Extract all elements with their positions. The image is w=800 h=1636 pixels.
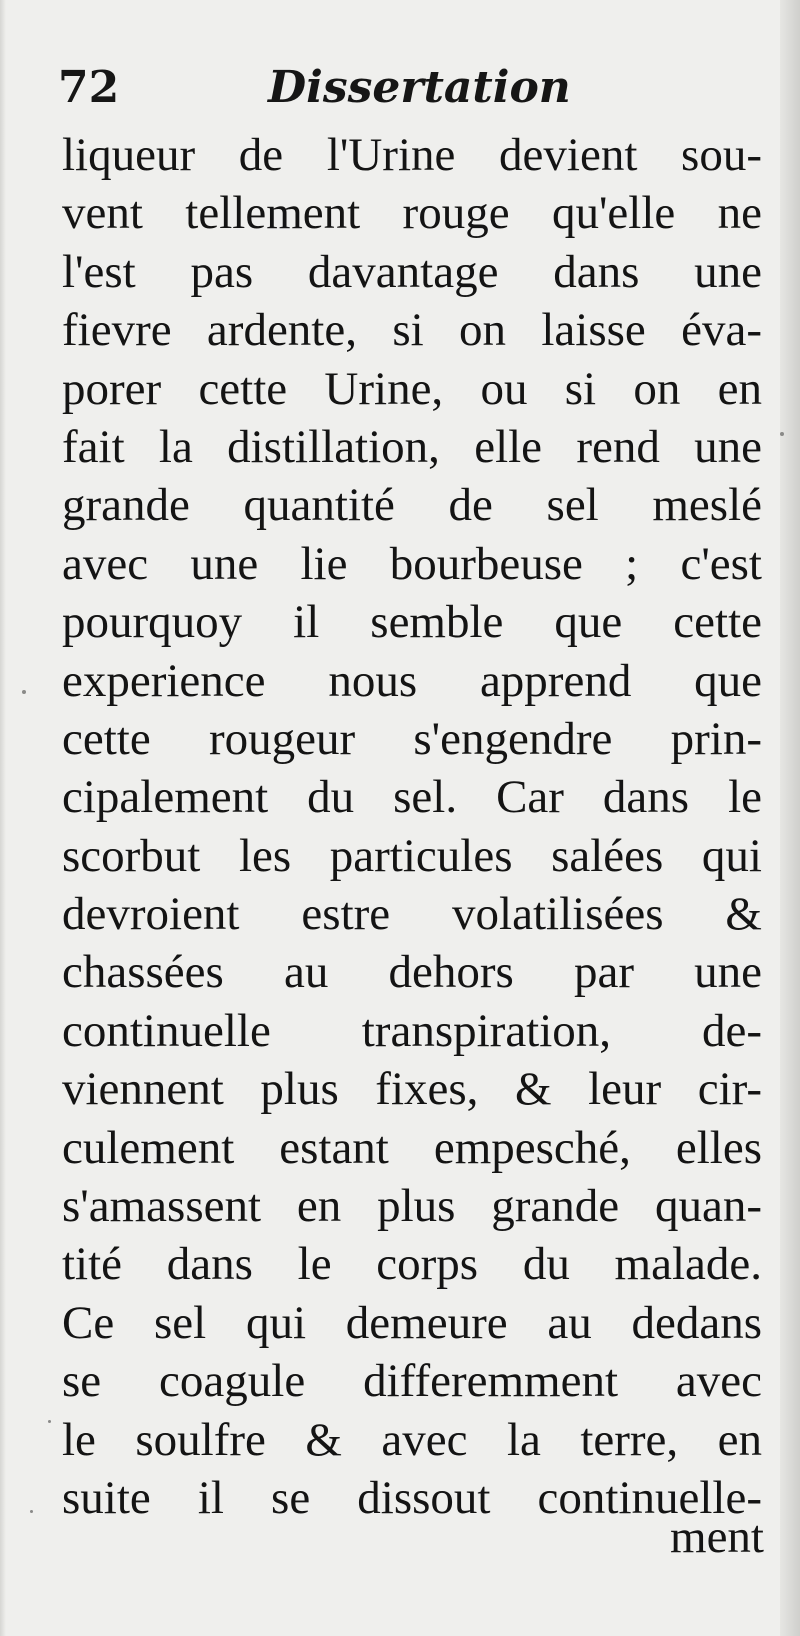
text-line: le soulfre & avec la terre, en [62,1413,762,1466]
text-line: se coagule differemment avec [62,1355,762,1408]
text-line: pourquoy il semble que cette [62,596,762,649]
running-title: Dissertation [268,62,571,113]
text-line: s'amassent en plus grande quan- [62,1180,762,1233]
text-line: devroient estre volatilisées & [62,888,762,941]
text-line: l'est pas davantage dans une [62,245,762,298]
text-line: Ce sel qui demeure au dedans [62,1296,762,1349]
page-header [58,62,618,122]
page-right-edge [780,0,800,1636]
text-line: cipalement du sel. Car dans le [62,771,762,824]
text-line: continuelle transpiration, de- [62,1004,762,1057]
text-line: scorbut les particules salées qui [62,829,762,882]
text-line: culement estant empesché, elles [62,1121,762,1174]
paper-speck [22,690,26,694]
text-line: viennent plus fixes, & leur cir- [62,1063,762,1116]
text-line: fait la distillation, elle rend une [62,420,762,473]
catchword: ment [670,1511,764,1563]
text-line: chassées au dehors par une [62,946,762,999]
text-line: liqueur de l'Urine devient sou- [62,129,762,181]
text-line: experience nous apprend que [62,654,762,707]
page-number: 72 [58,62,120,113]
body-text [62,126,762,1527]
paper-speck [48,1420,51,1423]
paper-speck [30,1510,33,1513]
text-line: avec une lie bourbeuse ; c'est [62,537,762,590]
text-line: porer cette Urine, ou si on en [62,362,762,415]
text-line: grande quantité de sel meslé [62,479,762,532]
page-left-edge [0,0,6,1636]
text-line: tité dans le corps du malade. [62,1238,762,1291]
text-line: fievre ardente, si on laisse éva- [62,304,762,357]
text-line: suite il se dissout continuelle- [62,1471,762,1524]
paper-speck [780,432,784,436]
text-line: vent tellement rouge qu'elle ne [62,187,762,240]
text-line: cette rougeur s'engendre prin- [62,712,762,765]
